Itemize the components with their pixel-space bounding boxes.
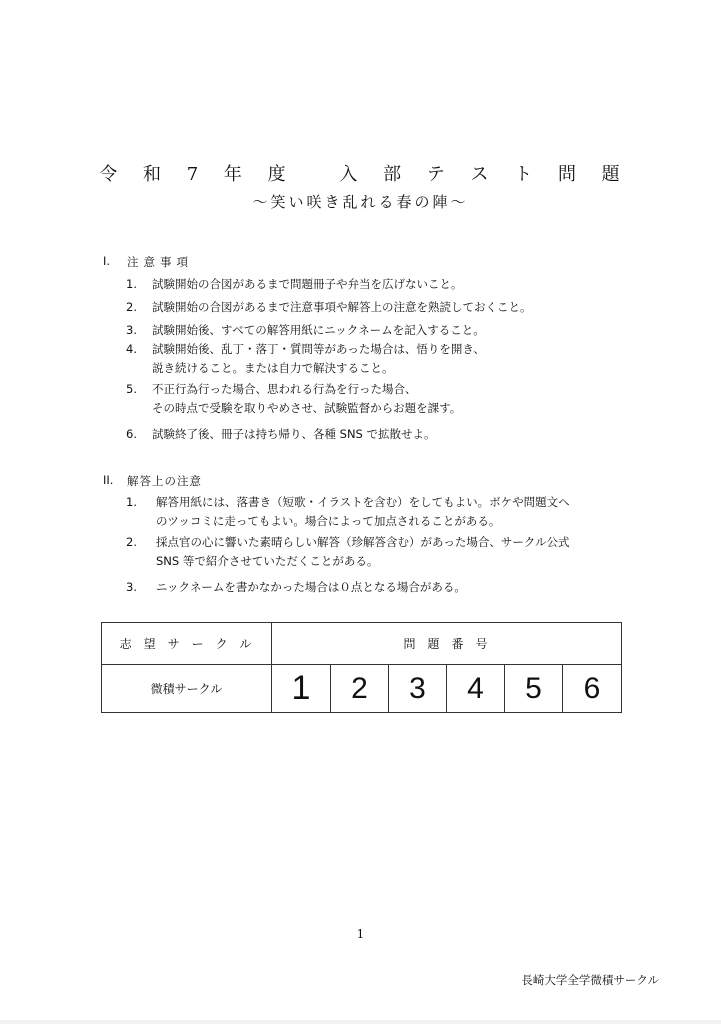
- section-2-list: [126, 493, 626, 597]
- list-item: [126, 578, 626, 597]
- circle-header: 志望サークル: [102, 623, 272, 665]
- item-text: 試験開始後、すべての解答用紙にニックネームを記入すること。: [152, 323, 485, 337]
- section-1-title: 注意事項: [127, 255, 193, 269]
- answer-table: [101, 622, 622, 713]
- list-item: [126, 380, 626, 418]
- section-1-list: [126, 275, 626, 444]
- item-text: ニックネームを書かなかった場合は０点となる場合がある。: [156, 580, 466, 594]
- item-number: 3.: [126, 323, 137, 337]
- item-text: 試験終了後、冊子は持ち帰り、各種 SNS で拡散せよ。: [152, 427, 436, 441]
- section-2-heading: [103, 473, 202, 489]
- item-number: 3.: [126, 580, 137, 594]
- item-text: 不正行為行った場合、思われる行為を行った場合、 その時点で受験を取りやめさせ、試験監督からお題を課す。: [152, 382, 462, 415]
- problem-number-header: 問題番号: [272, 623, 622, 665]
- section-2-number: II.: [103, 473, 114, 487]
- list-item: [126, 493, 626, 531]
- section-1-heading: [103, 254, 193, 270]
- list-item: [126, 425, 626, 444]
- section-1-number: I.: [103, 254, 111, 268]
- problem-number-1: 1: [272, 665, 331, 713]
- item-text: 試験開始の合図があるまで注意事項や解答上の注意を熟読しておくこと。: [152, 300, 532, 314]
- item-number: 6.: [126, 427, 137, 441]
- item-text: 試験開始の合図があるまで問題冊子や弁当を広げないこと。: [152, 277, 463, 291]
- list-item: [126, 340, 626, 378]
- problem-number-2: 2: [331, 665, 389, 713]
- problem-number-6: 6: [563, 665, 622, 713]
- list-item: [126, 298, 626, 317]
- document-title: 令 和 7 年 度 入 部 テ ス ト 問 題: [99, 164, 630, 185]
- list-item: [126, 275, 626, 294]
- item-number: 2.: [126, 535, 137, 549]
- document-subtitle: ～笑い咲き乱れる春の陣～: [252, 193, 469, 211]
- footer-organization: 長崎大学全学微積サークル: [521, 973, 659, 987]
- list-item: [126, 533, 626, 571]
- item-number: 4.: [126, 342, 137, 356]
- item-text: 採点官の心に響いた素晴らしい解答（珍解答含む）があった場合、サークル公式 SNS 等で紹介させていただくことがある。: [156, 535, 570, 568]
- circle-value: 微積サークル: [102, 665, 272, 713]
- page-number: 1: [356, 927, 365, 941]
- list-item: [126, 321, 626, 340]
- item-text: 試験開始後、乱丁・落丁・質問等があった場合は、悟りを開き、 説き続けること。または自力で解決すること。: [152, 342, 485, 375]
- item-text: 解答用紙には、落書き（短歌・イラストを含む）をしてもよい。ボケや問題文へ のツッコミに走ってもよい。場合によって加点されることがある。: [156, 495, 570, 528]
- item-number: 5.: [126, 382, 137, 396]
- item-number: 2.: [126, 300, 137, 314]
- problem-number-5: 5: [505, 665, 563, 713]
- section-2-title: 解答上の注意: [127, 474, 202, 488]
- item-number: 1.: [126, 495, 137, 509]
- item-number: 1.: [126, 277, 137, 291]
- problem-number-3: 3: [389, 665, 447, 713]
- page-bottom-edge: [0, 1020, 721, 1024]
- problem-number-4: 4: [447, 665, 505, 713]
